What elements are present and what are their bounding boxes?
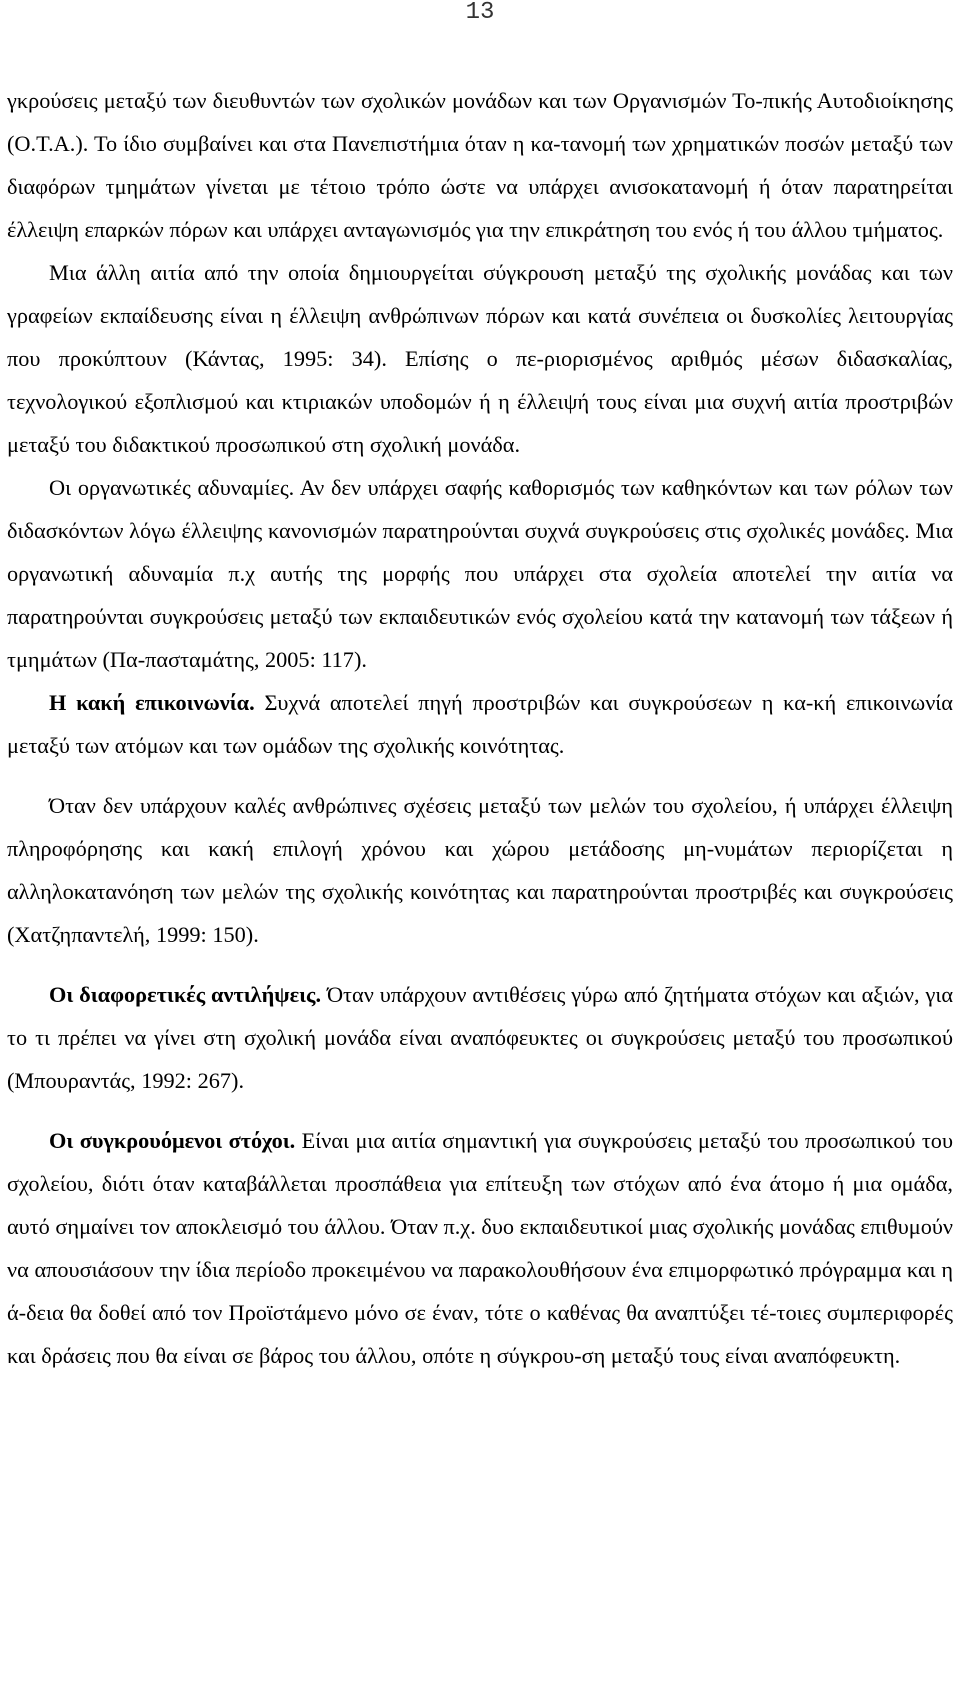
paragraph-different-perceptions [7, 973, 953, 1102]
paragraph-text: Όταν υπάρχουν αντιθέσεις γύρω από ζητήματα στόχων και αξιών, για το τι πρέπει να γίνει στη σχολική μονάδα είναι αναπόφευκτες οι συγκρούσεις μεταξύ του προσωπικού (Μπουραντάς, 1992: 267). [7, 982, 953, 1093]
section-heading: Οι διαφορετικές αντιλήψεις. [49, 982, 322, 1007]
paragraph-human-relations: Όταν δεν υπάρχουν καλές ανθρώπινες σχέσεις μεταξύ των μελών του σχολείου, ή υπάρχει έλλειψη πληροφόρησης και κακή επιλογή χρόνου και χώρου μετάδοσης μη-νυμάτων περιορίζεται η αλληλοκατανόηση των μελών της σχολικής κοινότητας και παρατηρούνται προστριβές και συγκρούσεις (Χατζηπαντελή, 1999: 150). [7, 793, 953, 947]
paragraph-text: Είναι μια αιτία σημαντική για συγκρούσεις μεταξύ του προσωπικού του σχολείου, διότι όταν καταβάλλεται προσπάθεια για επίτευξη των στόχων από ένα άτομο ή μια ομάδα, αυτό σημαίνει τον αποκλεισμό του άλλου. Όταν π.χ. δυο εκπαιδευτικοί μιας σχολικής μονάδας επιθυμούν να απουσιάσουν την ίδια περίοδο προκειμένου να παρακολουθήσουν ένα επιμορφωτικό πρόγραμμα και η ά-δεια θα δοθεί από τον Προϊστάμενο μόνο σε έναν, τότε ο καθένας θα αναπτύξει τέ-τοιες συμπεριφορές και δράσεις που θα είναι σε βάρος του άλλου, οπότε η σύγκρου-ση μεταξύ τους είναι αναπόφευκτη. [7, 1128, 953, 1368]
page-number: 13 [465, 0, 495, 26]
section-lead: Οι οργανωτικές αδυναμίες. [49, 475, 295, 500]
paragraph-text: Αν δεν υπάρχει σαφής καθορισμός των καθηκόντων και των ρόλων των διδασκόντων λόγω έλλειψης κανονισμών παρατηρούνται συχνά συγκρούσεις στις σχολικές μονάδες. Μια οργανωτική αδυναμία π.χ αυτής της μορφής που υπάρχει στα σχολεία αποτελεί την αιτία να παρατηρούνται συγκρούσεις μεταξύ των εκπαιδευτικών ενός σχολείου κατά την κατανομή των τάξεων ή τμημάτων (Πα-πασταμάτης, 2005: 117). [7, 475, 953, 672]
section-heading: Η κακή επικοινωνία. [49, 690, 255, 715]
paragraph-organizational-weaknesses [7, 466, 953, 681]
paragraph-conflicting-goals [7, 1119, 953, 1377]
paragraph-text: Συχνά αποτελεί πηγή προστριβών και συγκρούσεων η κα-κή επικοινωνία μεταξύ των ατόμων και των ομάδων της σχολικής κοινότητας. [7, 690, 953, 758]
paragraph-human-resources: Μια άλλη αιτία από την οποία δημιουργείται σύγκρουση μεταξύ της σχολικής μονάδας και των γραφείων εκπαίδευσης είναι η έλλειψη ανθρώπινων πόρων και κατά συνέπεια οι δυσκολίες λειτουργίας που προκύπτουν (Κάντας, 1995: 34). Επίσης ο πε-ριορισμένος αριθμός μέσων διδασκαλίας, τεχνολογικού εξοπλισμού και κτιριακών υποδομών ή η έλλειψή τους είναι μια συχνή αιτία προστριβών μεταξύ του διδακτικού προσωπικού στη σχολική μονάδα. [7, 260, 953, 457]
document-body [7, 79, 953, 1377]
paragraph-budget-conflicts: γκρούσεις μεταξύ των διευθυντών των σχολικών μονάδων και των Οργανισμών Το-πικής Αυτοδιοίκησης (Ο.Τ.Α.). Το ίδιο συμβαίνει και στα Πανεπιστήμια όταν η κα-τανομή των χρηματικών ποσών μεταξύ των διαφόρων τμημάτων γίνεται με τέτοιο τρόπο ώστε να υπάρχει ανισοκατανομή ή όταν παρατηρείται έλλειψη επαρκών πόρων και υπάρχει ανταγωνισμός για την επικράτηση του ενός ή του άλλου τμήματος. [7, 88, 953, 242]
paragraph-poor-communication [7, 681, 953, 767]
section-heading: Οι συγκρουόμενοι στόχοι. [49, 1128, 296, 1153]
